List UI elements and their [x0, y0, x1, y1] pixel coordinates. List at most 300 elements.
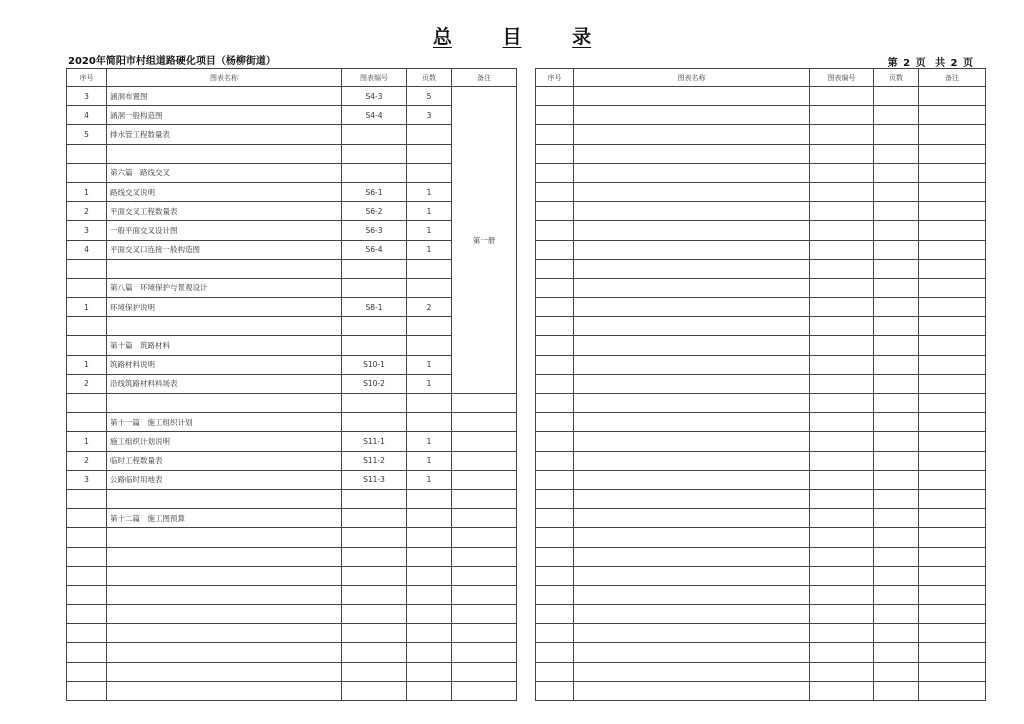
cell-code [810, 624, 874, 643]
cell-seq [536, 240, 574, 259]
cell-note [919, 394, 986, 413]
table-row [67, 125, 517, 144]
cell-pages [874, 278, 919, 297]
cell-pages [407, 317, 452, 336]
blank-row [536, 605, 986, 624]
cell-note [919, 125, 986, 144]
cell-name [107, 605, 342, 624]
section-row [67, 413, 517, 432]
cell-seq: 3 [67, 470, 107, 489]
cell-seq [536, 509, 574, 528]
cell-note [919, 489, 986, 508]
cell-seq [536, 182, 574, 201]
header-note: 备注 [452, 69, 517, 87]
cell-pages: 1 [407, 374, 452, 393]
section-row [67, 336, 517, 355]
cell-pages [407, 144, 452, 163]
blank-row [536, 202, 986, 221]
blank-row [536, 163, 986, 182]
cell-seq [67, 662, 107, 681]
cell-seq: 3 [67, 221, 107, 240]
blank-row [536, 278, 986, 297]
cell-code [810, 432, 874, 451]
header-name: 图表名称 [574, 69, 810, 87]
cell-name [574, 585, 810, 604]
cell-pages [407, 278, 452, 297]
cell-code [810, 317, 874, 336]
cell-note [919, 182, 986, 201]
blank-row [536, 240, 986, 259]
cell-pages [407, 547, 452, 566]
cell-note [919, 662, 986, 681]
table-row [67, 221, 517, 240]
cell-name [107, 489, 342, 508]
cell-code: S10-2 [342, 374, 407, 393]
cell-code: S11-2 [342, 451, 407, 470]
cell-seq: 2 [67, 374, 107, 393]
cell-name [574, 336, 810, 355]
cell-pages: 5 [407, 87, 452, 106]
cell-note [919, 566, 986, 585]
cell-seq [536, 624, 574, 643]
table-row [67, 240, 517, 259]
cell-pages [874, 394, 919, 413]
cell-name [574, 566, 810, 585]
cell-code: S4-3 [342, 87, 407, 106]
cell-pages [874, 374, 919, 393]
blank-row [536, 662, 986, 681]
cell-name: 施工组织计划说明 [107, 432, 342, 451]
cell-name [574, 182, 810, 201]
blank-row [536, 125, 986, 144]
cell-note [452, 509, 517, 528]
cell-name [574, 144, 810, 163]
cell-pages [874, 605, 919, 624]
cell-name [574, 451, 810, 470]
cell-name: 沿线筑路材料料场表 [107, 374, 342, 393]
cell-name [574, 125, 810, 144]
cell-seq [536, 585, 574, 604]
cell-name: 环境保护说明 [107, 298, 342, 317]
cell-code [810, 489, 874, 508]
cell-pages [407, 489, 452, 508]
cell-pages [407, 528, 452, 547]
cell-note [452, 605, 517, 624]
cell-code [810, 87, 874, 106]
cell-code [810, 509, 874, 528]
blank-row [536, 182, 986, 201]
cell-pages [874, 585, 919, 604]
cell-name [574, 374, 810, 393]
cell-seq [536, 528, 574, 547]
cell-note [919, 681, 986, 700]
cell-pages [874, 163, 919, 182]
cell-code [810, 662, 874, 681]
cell-seq [536, 643, 574, 662]
blank-row [67, 681, 517, 700]
cell-name: 临时工程数量表 [107, 451, 342, 470]
cell-note [452, 662, 517, 681]
cell-seq: 2 [67, 451, 107, 470]
cell-seq [67, 528, 107, 547]
cell-seq [536, 355, 574, 374]
cell-code [810, 106, 874, 125]
cell-seq [536, 106, 574, 125]
cell-note [452, 566, 517, 585]
cell-name [574, 221, 810, 240]
blank-row [536, 413, 986, 432]
cell-note [919, 413, 986, 432]
blank-row [536, 566, 986, 585]
cell-note [452, 547, 517, 566]
blank-row [536, 106, 986, 125]
cell-code [342, 144, 407, 163]
cell-note [919, 202, 986, 221]
cell-note [452, 432, 517, 451]
cell-code [342, 278, 407, 297]
cell-pages [874, 221, 919, 240]
cell-pages [874, 125, 919, 144]
cell-note [452, 528, 517, 547]
cell-seq [536, 470, 574, 489]
cell-note [919, 509, 986, 528]
cell-name [574, 624, 810, 643]
section-title: 第十二篇 施工图预算 [107, 509, 342, 528]
cell-name [574, 317, 810, 336]
cell-pages [874, 624, 919, 643]
cell-seq [67, 278, 107, 297]
cell-pages: 1 [407, 221, 452, 240]
blank-row [67, 489, 517, 508]
title-char: 录 [572, 26, 592, 48]
cell-code [810, 125, 874, 144]
cell-name: 涵洞一般构造图 [107, 106, 342, 125]
cell-code [342, 259, 407, 278]
blank-row [536, 547, 986, 566]
cell-seq [536, 489, 574, 508]
cell-pages [874, 298, 919, 317]
blank-row [536, 336, 986, 355]
cell-code [342, 566, 407, 585]
cell-code [810, 470, 874, 489]
cell-code [810, 566, 874, 585]
cell-note [452, 489, 517, 508]
cell-name [574, 163, 810, 182]
cell-code [342, 605, 407, 624]
section-title: 第六篇 路线交叉 [107, 163, 342, 182]
section-row [67, 278, 517, 297]
cell-pages [874, 566, 919, 585]
cell-seq [536, 202, 574, 221]
section-row [67, 509, 517, 528]
cell-code [342, 163, 407, 182]
project-name: 2020年简阳市村组道路硬化项目（杨柳街道） [68, 56, 276, 67]
cell-name [574, 298, 810, 317]
cell-seq: 4 [67, 106, 107, 125]
cell-code [342, 528, 407, 547]
header-row [536, 69, 986, 87]
cell-seq [67, 163, 107, 182]
cell-pages [874, 240, 919, 259]
cell-note [919, 163, 986, 182]
cell-name [574, 355, 810, 374]
cell-code [342, 547, 407, 566]
blank-row [536, 317, 986, 336]
cell-code [810, 451, 874, 470]
blank-row [536, 489, 986, 508]
cell-note [919, 624, 986, 643]
cell-pages [874, 182, 919, 201]
cell-note [919, 298, 986, 317]
cell-pages [874, 144, 919, 163]
cell-code [342, 336, 407, 355]
blank-row [67, 566, 517, 585]
cell-seq [67, 643, 107, 662]
cell-code [810, 355, 874, 374]
blank-row [536, 394, 986, 413]
cell-code [810, 394, 874, 413]
cell-note [919, 317, 986, 336]
table-row [67, 355, 517, 374]
blank-row [67, 528, 517, 547]
cell-name [574, 681, 810, 700]
blank-row [536, 451, 986, 470]
cell-pages [407, 624, 452, 643]
cell-seq [67, 566, 107, 585]
cell-pages [874, 432, 919, 451]
blank-row [536, 221, 986, 240]
cell-code [342, 662, 407, 681]
cell-seq [536, 566, 574, 585]
header-code: 图表编号 [342, 69, 407, 87]
cell-code: S10-1 [342, 355, 407, 374]
cell-seq [536, 163, 574, 182]
blank-row [536, 528, 986, 547]
cell-name: 排水管工程数量表 [107, 125, 342, 144]
cell-code [810, 298, 874, 317]
cell-note [919, 336, 986, 355]
cell-code: S8-1 [342, 298, 407, 317]
cell-seq [67, 336, 107, 355]
cell-pages: 1 [407, 240, 452, 259]
cell-seq [536, 221, 574, 240]
cell-code [342, 643, 407, 662]
cell-pages [874, 202, 919, 221]
cell-pages [407, 605, 452, 624]
cell-note [919, 470, 986, 489]
cell-pages [874, 662, 919, 681]
cell-pages [874, 681, 919, 700]
cell-seq [536, 451, 574, 470]
cell-code [810, 681, 874, 700]
cell-pages [407, 259, 452, 278]
table-row [67, 202, 517, 221]
cell-name [107, 547, 342, 566]
cell-pages [874, 451, 919, 470]
cell-name [574, 470, 810, 489]
cell-name [107, 662, 342, 681]
cell-note [919, 643, 986, 662]
cell-note [452, 643, 517, 662]
cell-code [810, 182, 874, 201]
cell-code [810, 163, 874, 182]
header-seq: 序号 [67, 69, 107, 87]
blank-row [67, 605, 517, 624]
header-code: 图表编号 [810, 69, 874, 87]
cell-seq [67, 585, 107, 604]
cell-pages [407, 662, 452, 681]
table-row [67, 87, 517, 106]
cell-code [342, 489, 407, 508]
cell-note [919, 528, 986, 547]
cell-pages [407, 509, 452, 528]
blank-row [67, 585, 517, 604]
cell-name [574, 87, 810, 106]
cell-pages [874, 528, 919, 547]
cell-name: 公路临时用地表 [107, 470, 342, 489]
cell-note [452, 681, 517, 700]
blank-row [536, 298, 986, 317]
cell-pages [407, 585, 452, 604]
cell-note [919, 374, 986, 393]
cell-seq [67, 394, 107, 413]
cell-pages [407, 394, 452, 413]
cell-code [810, 240, 874, 259]
note-merged: 第一册 [452, 87, 517, 394]
toc-table-right [535, 68, 986, 701]
cell-name [107, 317, 342, 336]
cell-name [574, 240, 810, 259]
cell-pages [874, 87, 919, 106]
header-note: 备注 [919, 69, 986, 87]
cell-name: 涵洞布置图 [107, 87, 342, 106]
cell-code [810, 221, 874, 240]
cell-pages [874, 547, 919, 566]
cell-note [452, 394, 517, 413]
cell-seq [536, 298, 574, 317]
cell-code [810, 585, 874, 604]
cell-pages: 1 [407, 470, 452, 489]
cell-note [919, 144, 986, 163]
cell-pages: 3 [407, 106, 452, 125]
document-title [0, 22, 1024, 49]
cell-code [810, 202, 874, 221]
blank-row [67, 662, 517, 681]
cell-pages [874, 355, 919, 374]
blank-row [536, 681, 986, 700]
cell-name [574, 432, 810, 451]
cell-code [810, 259, 874, 278]
cell-seq [536, 547, 574, 566]
cell-name: 路线交叉说明 [107, 182, 342, 201]
cell-pages [874, 509, 919, 528]
cell-pages [874, 413, 919, 432]
cell-name: 平面交叉口连接一般构造图 [107, 240, 342, 259]
table-row [67, 106, 517, 125]
title-char: 总 [432, 26, 452, 48]
table-row [67, 470, 517, 489]
cell-note [452, 470, 517, 489]
cell-name [574, 547, 810, 566]
cell-code: S11-1 [342, 432, 407, 451]
cell-seq [536, 413, 574, 432]
cell-code [810, 528, 874, 547]
cell-note [919, 87, 986, 106]
cell-name [574, 259, 810, 278]
blank-row [536, 355, 986, 374]
cell-pages [407, 163, 452, 182]
cell-pages [407, 681, 452, 700]
cell-code [342, 317, 407, 336]
table-row [67, 374, 517, 393]
blank-row [536, 509, 986, 528]
cell-name [574, 662, 810, 681]
cell-code: S11-3 [342, 470, 407, 489]
blank-row [536, 585, 986, 604]
cell-seq [536, 317, 574, 336]
cell-code [810, 413, 874, 432]
cell-pages: 1 [407, 182, 452, 201]
cell-name: 平面交叉工程数量表 [107, 202, 342, 221]
cell-seq [67, 413, 107, 432]
cell-pages: 1 [407, 451, 452, 470]
table-row [67, 298, 517, 317]
blank-row [536, 624, 986, 643]
cell-seq [67, 317, 107, 336]
header-pages: 页数 [407, 69, 452, 87]
cell-seq [536, 605, 574, 624]
cell-seq [67, 605, 107, 624]
cell-pages [874, 106, 919, 125]
cell-code [810, 374, 874, 393]
cell-code [342, 681, 407, 700]
cell-note [919, 106, 986, 125]
cell-name [107, 259, 342, 278]
cell-name [107, 643, 342, 662]
cell-pages [874, 259, 919, 278]
cell-note [919, 259, 986, 278]
blank-row [67, 643, 517, 662]
cell-seq [67, 489, 107, 508]
blank-row [536, 87, 986, 106]
cell-seq [536, 394, 574, 413]
cell-seq [536, 278, 574, 297]
cell-pages: 2 [407, 298, 452, 317]
cell-code [342, 624, 407, 643]
cell-note [919, 605, 986, 624]
blank-row [67, 259, 517, 278]
cell-seq [67, 681, 107, 700]
cell-code [342, 413, 407, 432]
cell-code [342, 394, 407, 413]
cell-name [574, 413, 810, 432]
cell-name [107, 566, 342, 585]
cell-seq [536, 259, 574, 278]
cell-pages [407, 336, 452, 355]
cell-pages [407, 566, 452, 585]
cell-note [452, 585, 517, 604]
blank-row [67, 317, 517, 336]
cell-seq [67, 259, 107, 278]
cell-seq [536, 87, 574, 106]
table-row [67, 432, 517, 451]
cell-note [919, 451, 986, 470]
cell-note [919, 240, 986, 259]
cell-code [810, 643, 874, 662]
page-current: 第 2 页 [887, 58, 927, 69]
cell-seq: 1 [67, 182, 107, 201]
cell-code [342, 509, 407, 528]
